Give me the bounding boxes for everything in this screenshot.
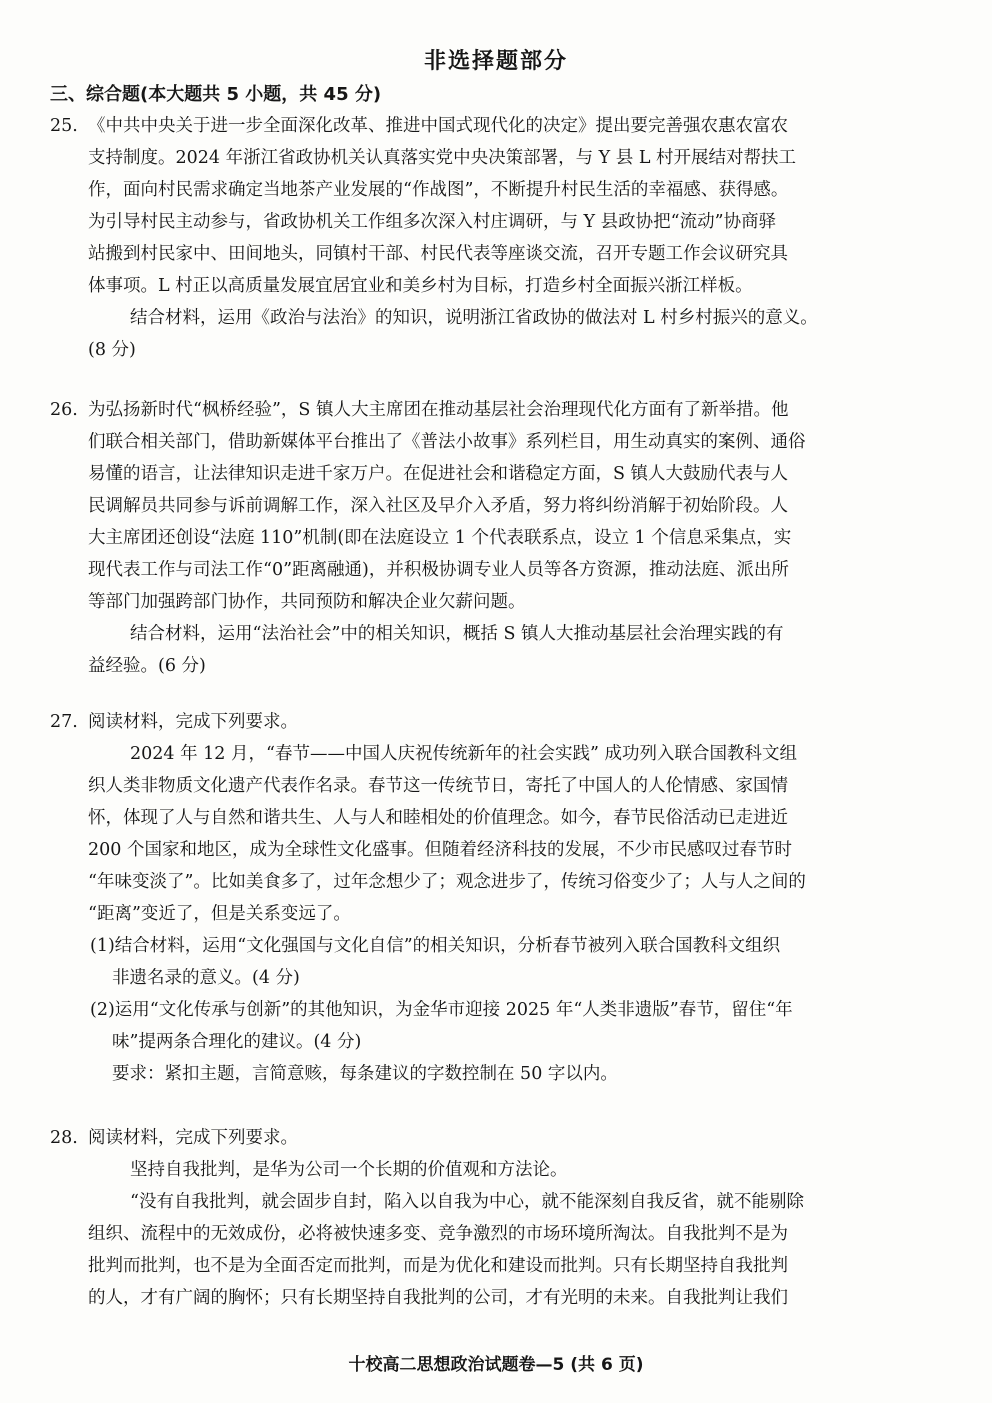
question-text-line: 作，面向村民需求确定当地茶产业发展的“作战图”，不断提升村民生活的幸福感、获得感。 xyxy=(88,180,789,200)
question-text-line: “没有自我批判，就会固步自封，陷入以自我为中心，就不能深刻自我反省，就不能剔除 xyxy=(130,1192,804,1212)
question-text-line: 织人类非物质文化遗产代表作名录。春节这一传统节日，寄托了中国人的人伦情感、家国情 xyxy=(88,776,788,796)
question-text-line: 站搬到村民家中、田间地头，同镇村干部、村民代表等座谈交流，召开专题工作会议研究具 xyxy=(88,244,788,264)
page-footer: 十校高二思想政治试题卷—5 (共 6 页) xyxy=(348,1355,644,1375)
question-number: 27. xyxy=(50,712,78,732)
question-text-line: (1)结合材料，运用“文化强国与文化自信”的相关知识，分析春节被列入联合国教科文组织 xyxy=(90,936,781,956)
question-text-line: 支持制度。2024 年浙江省政协机关认真落实党中央决策部署，与 Y 县 L 村开展结对帮扶工 xyxy=(88,148,797,168)
question-text-line: 大主席团还创设“法庭 110”机制(即在法庭设立 1 个代表联系点，设立 1 个信息采集点，实 xyxy=(88,528,792,548)
question-text-line: 益经验。(6 分) xyxy=(88,656,206,676)
question-text-line: 怀，体现了人与自然和谐共生、人与人和睦相处的价值理念。如今，春节民俗活动已走进近 xyxy=(88,808,788,828)
question-number: 25. xyxy=(50,116,78,136)
question-text-line: 易懂的语言，让法律知识走进千家万户。在促进社会和谐稳定方面，S 镇人大鼓励代表与人 xyxy=(88,464,789,484)
question-text-line: (2)运用“文化传承与创新”的其他知识，为金华市迎接 2025 年“人类非遗版”春节，留住“年 xyxy=(90,1000,793,1020)
question-text-line: (8 分) xyxy=(88,340,136,360)
question-text-line: 现代表工作与司法工作“0”距离融通)，并积极协调专业人员等各方资源，推动法庭、派出所 xyxy=(88,560,789,580)
question-text-line: 体事项。L 村正以高质量发展宜居宜业和美乡村为目标，打造乡村全面振兴浙江样板。 xyxy=(88,276,753,296)
question-text-line: 组织、流程中的无效成份，必将被快速多变、竞争激烈的市场环境所淘汰。自我批判不是为 xyxy=(88,1224,788,1244)
question-text-line: 非遗名录的意义。(4 分) xyxy=(112,968,300,988)
question-text-line: 《中共中央关于进一步全面深化改革、推进中国式现代化的决定》提出要完善强农惠农富农 xyxy=(88,116,788,136)
page-title: 非选择题部分 xyxy=(423,49,568,74)
question-text-line: 等部门加强跨部门协作，共同预防和解决企业欠薪问题。 xyxy=(88,592,526,612)
question-text-line: 批判而批判，也不是为全面否定而批判，而是为优化和建设而批判。只有长期坚持自我批判 xyxy=(88,1256,788,1276)
question-text-line: 阅读材料，完成下列要求。 xyxy=(88,1128,298,1148)
question-text-line: 们联合相关部门，借助新媒体平台推出了《普法小故事》系列栏目，用生动真实的案例、通俗 xyxy=(88,432,806,452)
question-text-line: 结合材料，运用“法治社会”中的相关知识，概括 S 镇人大推动基层社会治理实践的有 xyxy=(130,624,784,644)
question-text-line: 要求：紧扣主题，言简意赅，每条建议的字数控制在 50 字以内。 xyxy=(112,1064,618,1084)
question-number: 26. xyxy=(50,400,78,420)
question-text-line: 结合材料，运用《政治与法治》的知识，说明浙江省政协的做法对 L 村乡村振兴的意义。 xyxy=(130,308,818,328)
question-text-line: 200 个国家和地区，成为全球性文化盛事。但随着经济科技的发展，不少市民感叹过春节时 xyxy=(88,840,792,860)
question-text-line: “距离”变近了，但是关系变远了。 xyxy=(88,904,351,924)
question-text-line: 民调解员共同参与诉前调解工作，深入社区及早介入矛盾，努力将纠纷消解于初始阶段。人 xyxy=(88,496,788,516)
question-text-line: 味”提两条合理化的建议。(4 分) xyxy=(112,1032,362,1052)
question-text-line: 为弘扬新时代“枫桥经验”，S 镇人大主席团在推动基层社会治理现代化方面有了新举措。他 xyxy=(88,400,789,420)
question-number: 28. xyxy=(50,1128,78,1148)
question-text-line: “年味变淡了”。比如美食多了，过年念想少了；观念进步了，传统习俗变少了；人与人之间的 xyxy=(88,872,806,892)
section-heading: 三、综合题(本大题共 5 小题，共 45 分) xyxy=(50,84,382,105)
question-text-line: 为引导村民主动参与，省政协机关工作组多次深入村庄调研，与 Y 县政协把“流动”协商驿 xyxy=(88,212,777,232)
question-text-line: 2024 年 12 月，“春节——中国人庆祝传统新年的社会实践” 成功列入联合国教科文组 xyxy=(130,744,797,764)
question-text-line: 的人，才有广阔的胸怀；只有长期坚持自我批判的公司，才有光明的未来。自我批判让我们 xyxy=(88,1288,788,1308)
question-text-line: 阅读材料，完成下列要求。 xyxy=(88,712,298,732)
question-text-line: 坚持自我批判，是华为公司一个长期的价值观和方法论。 xyxy=(130,1160,568,1180)
